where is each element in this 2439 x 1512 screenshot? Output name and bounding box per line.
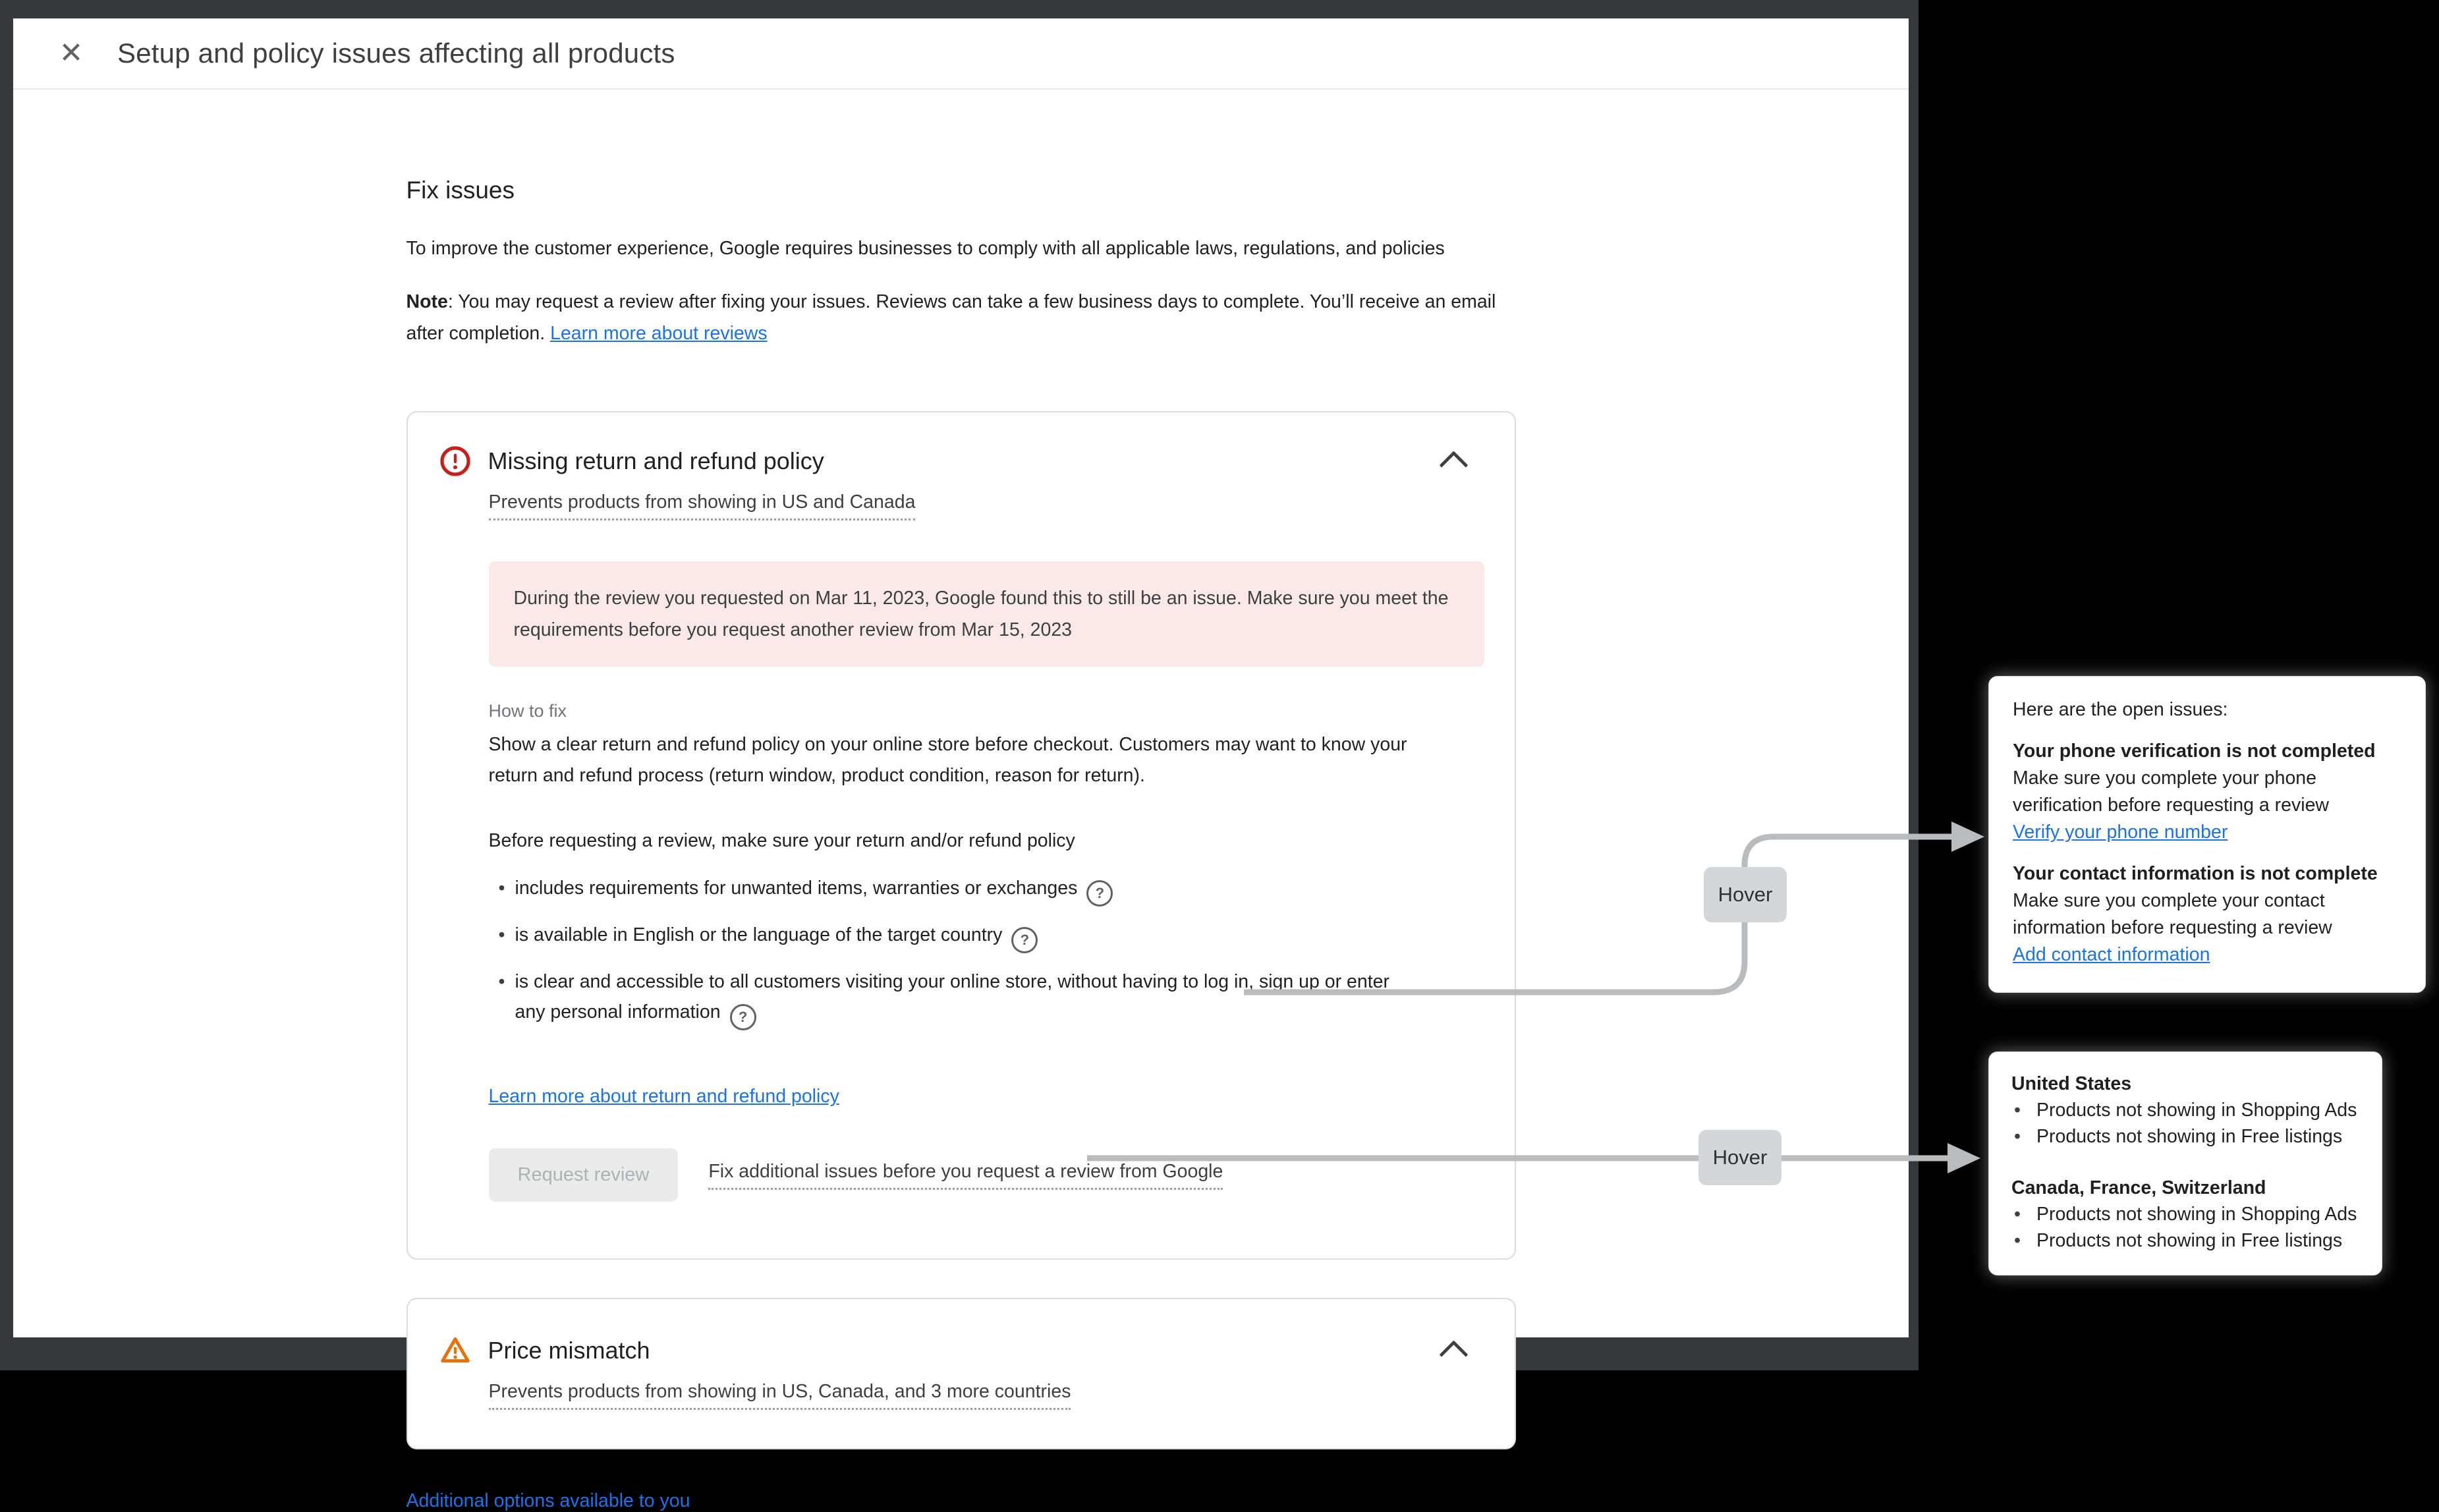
help-icon[interactable]: ? [1011, 927, 1038, 953]
checklist-item-text: is clear and accessible to all customers visiting your online store, without having to log in, sign up or enter any personal information [515, 971, 1390, 1022]
help-icon[interactable]: ? [1086, 880, 1113, 907]
issue-card-price-mismatch [406, 1298, 1516, 1449]
tooltip-list-item: • Products not showing in Shopping Ads [2011, 1097, 2359, 1123]
tooltip-list-item: • Products not showing in Free listings [2011, 1123, 2359, 1150]
issue-card-body [489, 1370, 1484, 1410]
learn-more-reviews-link[interactable]: Learn more about reviews [550, 323, 768, 344]
close-icon[interactable]: ✕ [59, 37, 84, 69]
request-review-button[interactable]: Request review [489, 1148, 679, 1202]
add-contact-information-link[interactable]: Add contact information [2013, 944, 2210, 965]
dialog-header [13, 18, 1909, 90]
chevron-up-icon [1440, 1340, 1469, 1369]
intro-paragraph: To improve the customer experience, Google requires businesses to comply with all applicable laws, regulations, and policies [406, 238, 1445, 259]
review-blocked-note-tooltip-trigger[interactable]: Fix additional issues before you request a review from Google [708, 1161, 1223, 1190]
bullet-marker: • [498, 878, 505, 899]
additional-options-link[interactable]: Additional options available to you [406, 1490, 690, 1511]
issue-card-header[interactable] [439, 441, 1484, 481]
bullet-marker: • [2014, 1100, 2021, 1121]
tooltip-list-item: • Products not showing in Shopping Ads [2011, 1201, 2359, 1227]
tooltip-intro: Here are the open issues: [2013, 699, 2228, 720]
tooltip-section-heading: Your phone verification is not completed [2013, 741, 2376, 762]
countries-tooltip [1988, 1051, 2382, 1275]
how-to-fix-label: How to fix [488, 701, 567, 721]
issue-title: Missing return and refund policy [488, 447, 824, 474]
review-failed-alert: During the review you requested on Mar 11, 2023, Google found this to still be an issue. Make sure you meet the requirements before you request another review from Mar 15, 2023 [489, 561, 1484, 667]
dialog-title: Setup and policy issues affecting all products [117, 38, 675, 69]
request-review-row [489, 1148, 1484, 1202]
bullet-marker: • [498, 971, 505, 992]
tooltip-list-item: • Products not showing in Free listings [2011, 1227, 2359, 1254]
hover-annotation-label: Hover [1704, 867, 1787, 922]
checklist-item [489, 966, 1431, 1030]
open-issues-tooltip [1988, 676, 2426, 993]
issue-subtitle-tooltip-trigger[interactable]: Prevents products from showing in US and Canada [489, 491, 916, 520]
checklist-item-text: is available in English or the language of the target country [515, 924, 1003, 945]
arrowhead [1951, 822, 1984, 852]
checklist-item-text: includes requirements for unwanted items, warranties or exchanges [515, 878, 1078, 899]
note-label: Note [406, 291, 448, 312]
tooltip-section-body: Make sure you complete your phone verification before requesting a review [2013, 768, 2330, 816]
fix-issues-heading: Fix issues [406, 177, 515, 204]
help-icon[interactable]: ? [730, 1004, 756, 1030]
tooltip-section-heading: United States [2011, 1073, 2132, 1094]
issue-title: Price mismatch [488, 1337, 650, 1364]
checklist-item [489, 873, 1431, 907]
issue-card-body [489, 481, 1484, 1202]
tooltip-section-heading: Your contact information is not complete [2013, 863, 2378, 884]
issue-card-missing-return-policy [406, 411, 1516, 1260]
checklist-item [489, 920, 1431, 953]
dialog-content [406, 177, 1516, 1512]
bullet-marker: • [2014, 1126, 2021, 1147]
issue-subtitle-tooltip-trigger[interactable]: Prevents products from showing in US, Canada, and 3 more countries [489, 1381, 1071, 1410]
learn-more-return-policy-link[interactable]: Learn more about return and refund policy [488, 1086, 839, 1107]
how-to-fix-body: Show a clear return and refund policy on your online store before checkout. Customers may want to know your return and refund process (return window, product condition, reason for return). [488, 734, 1407, 786]
note-paragraph [406, 286, 1500, 349]
warning-icon [439, 1335, 471, 1366]
collapse-button[interactable] [1434, 441, 1474, 481]
tooltip-section-heading: Canada, France, Switzerland [2011, 1177, 2266, 1198]
collapse-button[interactable] [1434, 1331, 1474, 1370]
tooltip-section-body: Make sure you complete your contact information before requesting a review [2013, 890, 2332, 938]
chevron-up-icon [1440, 451, 1469, 480]
bullet-marker: • [498, 924, 505, 945]
arrowhead [1948, 1143, 1980, 1173]
policy-checklist [489, 873, 1431, 1030]
verify-phone-number-link[interactable]: Verify your phone number [2013, 822, 2228, 843]
bullet-marker: • [2014, 1204, 2021, 1225]
issue-card-header[interactable] [439, 1331, 1484, 1370]
note-text: : You may request a review after fixing your issues. Reviews can take a few business days to complete. You’ll receive an email after completion. [406, 291, 1496, 344]
checklist-intro: Before requesting a review, make sure your return and/or refund policy [488, 830, 1075, 851]
setup-policy-issues-dialog [13, 18, 1909, 1511]
bullet-marker: • [2014, 1230, 2021, 1251]
hover-annotation-label: Hover [1698, 1130, 1781, 1185]
error-icon [439, 445, 471, 477]
